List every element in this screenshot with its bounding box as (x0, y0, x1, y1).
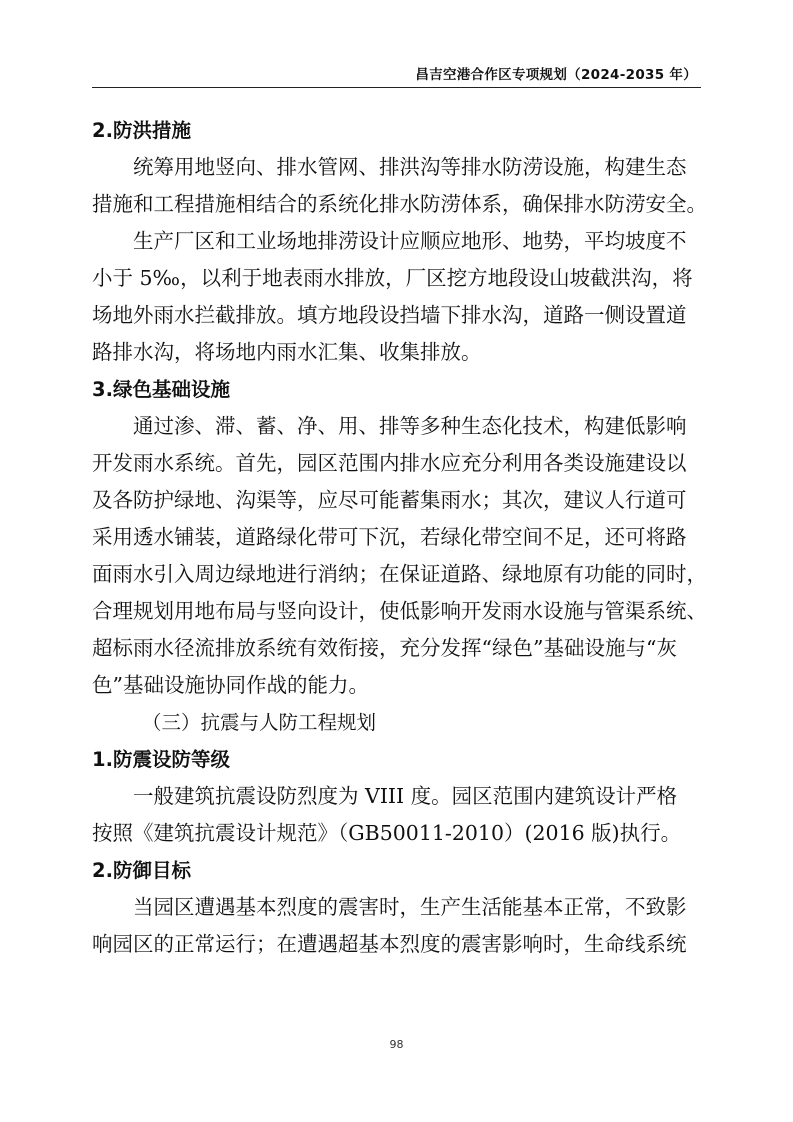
heading-green-infrastructure: 3.绿色基础设施 (92, 378, 230, 401)
paragraph-line: 面雨水引入周边绿地进行消纳；在保证道路、绿地原有功能的同时， (92, 562, 707, 586)
paragraph-line: 合理规划用地布局与竖向设计，使低影响开发雨水设施与管渠系统、 (92, 599, 707, 623)
heading-seismic-level: 1.防震设防等级 (92, 748, 230, 771)
paragraph-line: 措施和工程措施相结合的系统化排水防涝体系，确保排水防涝安全。 (92, 192, 707, 216)
paragraph-line: 响园区的正常运行；在遭遇超基本烈度的震害影响时，生命线系统 (92, 932, 687, 956)
header-divider (92, 87, 701, 88)
paragraph-line: 色”基础设施协同作战的能力。 (92, 673, 369, 697)
heading-flood-measures: 2.防洪措施 (92, 119, 191, 142)
paragraph-line: 及各防护绿地、沟渠等，应尽可能蓄集雨水；其次，建议人行道可 (92, 488, 687, 512)
paragraph-line: 一般建筑抗震设防烈度为 VIII 度。园区范围内建筑设计严格 (133, 784, 678, 808)
paragraph-line: 小于 5‰，以利于地表雨水排放，厂区挖方地段设山坡截洪沟，将 (92, 266, 693, 290)
section-title-seismic-civil-defense: （三）抗震与人防工程规划 (142, 711, 377, 734)
running-header-title: 昌吉空港合作区专项规划（2024-2035 年） (415, 67, 697, 83)
paragraph-line: 生产厂区和工业场地排涝设计应顺应地形、地势，平均坡度不 (133, 229, 687, 253)
paragraph-line: 通过渗、滞、蓄、净、用、排等多种生态化技术，构建低影响 (133, 414, 687, 438)
paragraph-line: 按照《建筑抗震设计规范》（GB50011-2010）(2016 版)执行。 (92, 821, 682, 845)
paragraph-line: 超标雨水径流排放系统有效衔接，充分发挥“绿色”基础设施与“灰 (92, 636, 677, 660)
heading-defense-objectives: 2.防御目标 (92, 859, 191, 882)
paragraph-line: 路排水沟，将场地内雨水汇集、收集排放。 (92, 340, 482, 364)
page-number: 98 (389, 1038, 404, 1051)
page-body (92, 112, 705, 963)
paragraph-line: 场地外雨水拦截排放。填方地段设挡墙下排水沟，道路一侧设置道 (92, 303, 687, 327)
paragraph-line: 当园区遭遇基本烈度的震害时，生产生活能基本正常，不致影 (133, 895, 687, 919)
paragraph-line: 统筹用地竖向、排水管网、排洪沟等排水防涝设施，构建生态 (133, 155, 687, 179)
paragraph-line: 采用透水铺装，道路绿化带可下沉，若绿化带空间不足，还可将路 (92, 525, 687, 549)
paragraph-line: 开发雨水系统。首先，园区范围内排水应充分利用各类设施建设以 (92, 451, 687, 475)
